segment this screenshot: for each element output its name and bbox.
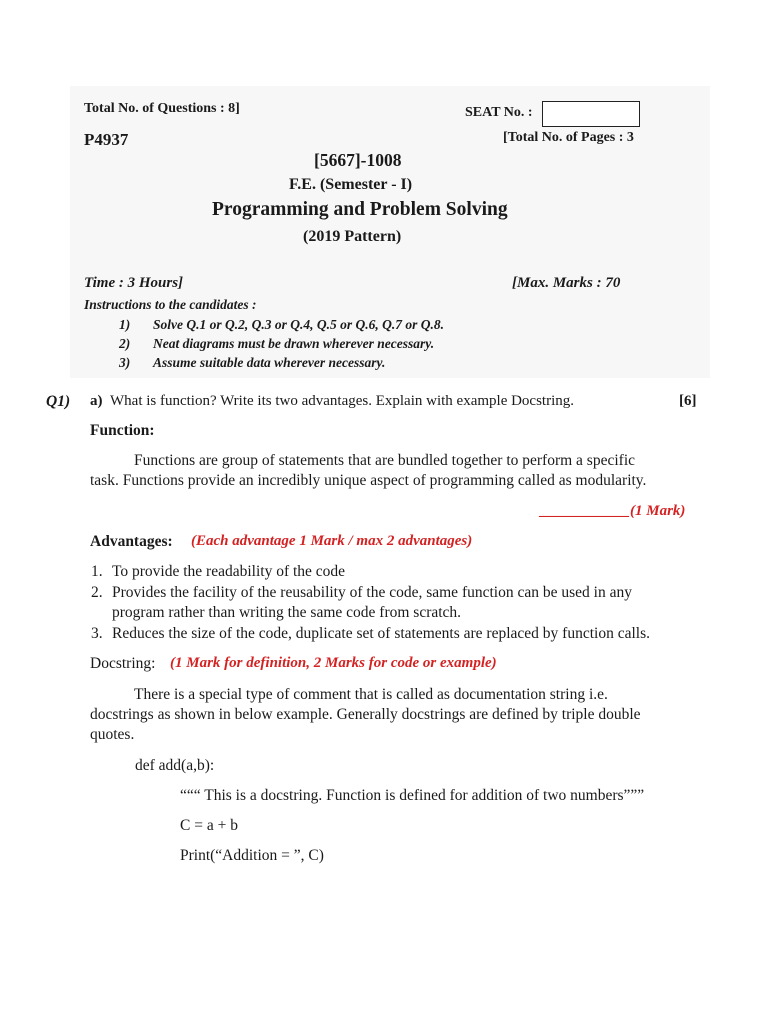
advantages-note: (Each advantage 1 Mark / max 2 advantages) [191,533,473,549]
instruction-number: 1) [119,317,131,332]
code-line: def add(a,b): [135,757,215,774]
question-part: a) [90,393,103,409]
docstring-line-3: quotes. [90,726,135,743]
docstring-line-1: There is a special type of comment that is called as documentation string i.e. [134,686,608,703]
total-questions: Total No. of Questions : 8] [84,101,240,116]
list-item-text: program rather than writing the same code from scratch. [112,604,462,621]
function-line-1: Functions are group of statements that are bundled together to perform a specific [134,452,636,469]
exam-time: Time : 3 Hours] [84,275,184,291]
question-marks: [6] [679,393,697,409]
docstring-note: (1 Mark for definition, 2 Marks for code or example) [170,655,497,671]
seat-label: SEAT No. : [465,105,533,120]
semester: F.E. (Semester - I) [289,176,413,193]
code-line: Print(“Addition = ”, C) [180,847,324,864]
paper-code: P4937 [84,130,129,149]
subject-title: Programming and Problem Solving [212,199,508,220]
instructions-title: Instructions to the candidates : [84,297,257,312]
function-line-2: task. Functions provide an incredibly unique aspect of programming called as modularity. [90,472,647,489]
mark-blank: ____________ [540,503,630,519]
pattern: (2019 Pattern) [303,228,402,245]
question-number: Q1) [46,393,71,410]
exam-code: [5667]-1008 [314,150,402,170]
mark-note: (1 Mark) [630,503,686,519]
list-number: 2. [91,584,103,601]
advantages-heading: Advantages: [90,533,173,550]
code-line: C = a + b [180,817,238,834]
list-item-text: Provides the facility of the reusability of the code, same function can be used in any [112,584,632,601]
list-number: 3. [91,625,103,642]
list-number: 1. [91,563,103,580]
total-pages: [Total No. of Pages : 3 [503,130,634,145]
instruction-text: Solve Q.1 or Q.2, Q.3 or Q.4, Q.5 or Q.6, Q.7 or Q.8. [153,317,445,332]
function-heading: Function: [90,422,155,439]
docstring-heading: Docstring: [90,655,156,672]
list-item-text: To provide the readability of the code [112,563,346,580]
code-line: “““ This is a docstring. Function is defined for addition of two numbers””” [180,787,645,804]
max-marks: [Max. Marks : 70 [512,275,621,291]
instruction-text: Neat diagrams must be drawn wherever necessary. [153,336,435,351]
docstring-line-2: docstrings as shown in below example. Generally docstrings are defined by triple double [90,706,641,723]
instruction-text: Assume suitable data wherever necessary. [153,355,386,370]
instruction-number: 2) [119,336,131,351]
instruction-number: 3) [119,355,131,370]
list-item-text: Reduces the size of the code, duplicate set of statements are replaced by function calls. [112,625,650,642]
question-text: What is function? Write its two advantages. Explain with example Docstring. [110,393,575,409]
function-mark-line [540,503,685,520]
seat-number-box [542,101,640,127]
